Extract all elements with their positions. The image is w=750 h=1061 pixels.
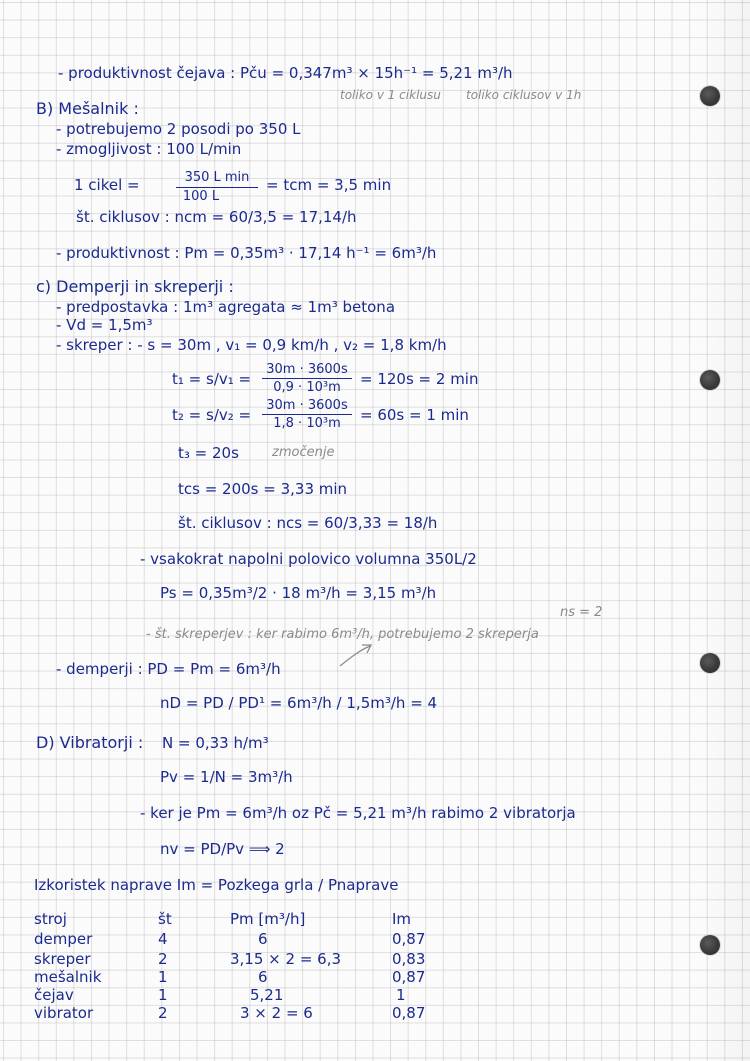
table-cell: 1 xyxy=(158,986,168,1004)
crusher-productivity: - produktivnost čejava : Pču = 0,347m³ × 15h⁻¹ = 5,21 m³/h xyxy=(58,64,513,82)
assumption-line: - predpostavka : 1m³ agregata ≈ 1m³ betona xyxy=(56,298,396,316)
cycle-lhs: 1 cikel = xyxy=(74,176,140,194)
binder-hole xyxy=(700,86,720,106)
cycle-rhs: = tcm = 3,5 min xyxy=(266,176,392,194)
t2-rhs: = 60s = 1 min xyxy=(360,406,469,424)
t3-line: t₃ = 20s xyxy=(178,444,239,462)
vibrator-requirement: - ker je Pm = 6m³/h oz Pč = 5,21 m³/h rabimo 2 vibratorja xyxy=(140,804,576,822)
table-cell: 4 xyxy=(158,930,168,948)
pencil-note-cycle: toliko v 1 ciklusu xyxy=(340,88,441,102)
table-cell: 0,83 xyxy=(392,950,426,968)
scraper-count-pencil: - št. skreperjev : ker rabimo 6m³/h, potrebujemo 2 skreperja xyxy=(146,627,539,642)
mixer-productivity: - produktivnost : Pm = 0,35m³ · 17,14 h⁻¹ = 6m³/h xyxy=(56,244,437,262)
cycle-denominator: 100 L xyxy=(182,189,220,204)
tc-line: tcs = 200s = 3,33 min xyxy=(178,480,348,498)
pencil-note-cycles: toliko ciklusov v 1h xyxy=(466,88,582,102)
t2-denominator: 1,8 · 10³m xyxy=(273,416,341,431)
table-cell: 0,87 xyxy=(392,1004,426,1022)
half-volume-line: - vsakokrat napolni polovico volumna 350L/2 xyxy=(140,550,477,568)
fraction-bar xyxy=(262,378,352,379)
table-header-efficiency: Im xyxy=(392,910,412,928)
table-cell: mešalnik xyxy=(34,968,102,986)
cycle-numerator: 350 L min xyxy=(184,170,250,185)
t2-lhs: t₂ = s/v₂ = xyxy=(172,406,252,424)
mixer-line-containers: - potrebujemo 2 posodi po 350 L xyxy=(56,120,301,138)
binder-hole xyxy=(700,370,720,390)
table-cell: skreper xyxy=(34,950,91,968)
table-cell: 6 xyxy=(258,930,268,948)
table-cell: 1 xyxy=(158,968,168,986)
mixer-cycles: št. ciklusov : ncm = 60/3,5 = 17,14/h xyxy=(76,208,357,226)
table-cell: čejav xyxy=(34,986,74,1004)
section-b-heading: B) Mešalnik : xyxy=(36,99,139,118)
fraction-bar xyxy=(176,187,258,188)
t3-pencil-note: zmočenje xyxy=(272,445,335,460)
table-cell: vibrator xyxy=(34,1004,94,1022)
t1-rhs: = 120s = 2 min xyxy=(360,370,479,388)
table-cell: 1 xyxy=(396,986,406,1004)
table-cell: 0,87 xyxy=(392,968,426,986)
scraper-cycles: št. ciklusov : ncs = 60/3,33 = 18/h xyxy=(178,514,438,532)
table-cell: 2 xyxy=(158,1004,168,1022)
fraction-bar xyxy=(262,414,352,415)
table-cell: 3,15 × 2 = 6,3 xyxy=(230,950,342,968)
t1-denominator: 0,9 · 10³m xyxy=(273,380,341,395)
table-header-productivity: Pm [m³/h] xyxy=(230,910,306,928)
table-cell: 0,87 xyxy=(392,930,426,948)
efficiency-heading: Izkoristek naprave Im = Pozkega grla / Pnaprave xyxy=(34,876,399,894)
table-cell: 6 xyxy=(258,968,268,986)
ns-pencil-note: ns = 2 xyxy=(560,605,603,620)
binder-hole xyxy=(700,653,720,673)
section-c-heading: c) Demperji in skreperji : xyxy=(36,277,234,296)
mixer-line-capacity: - zmogljivost : 100 L/min xyxy=(56,140,242,158)
dumper-count: nD = PD / PD¹ = 6m³/h / 1,5m³/h = 4 xyxy=(160,694,438,712)
table-cell: 5,21 xyxy=(250,986,284,1004)
table-cell: demper xyxy=(34,930,93,948)
page-margin xyxy=(698,0,750,1061)
pencil-arrow-icon xyxy=(336,640,376,670)
section-d-heading: D) Vibratorji : xyxy=(36,733,144,752)
t2-numerator: 30m · 3600s xyxy=(266,398,348,413)
vibrator-n: N = 0,33 h/m³ xyxy=(162,734,269,752)
scraper-params: - skreper : - s = 30m , v₁ = 0,9 km/h , v₂ = 1,8 km/h xyxy=(56,336,447,354)
volume-line: - Vd = 1,5m³ xyxy=(56,316,153,334)
dumper-line: - demperji : PD = Pm = 6m³/h xyxy=(56,660,281,678)
t1-lhs: t₁ = s/v₁ = xyxy=(172,370,252,388)
vibrator-productivity: Pv = 1/N = 3m³/h xyxy=(160,768,293,786)
table-cell: 2 xyxy=(158,950,168,968)
binder-hole xyxy=(700,935,720,955)
t1-numerator: 30m · 3600s xyxy=(266,362,348,377)
table-header-machine: stroj xyxy=(34,910,67,928)
scraper-productivity: Ps = 0,35m³/2 · 18 m³/h = 3,15 m³/h xyxy=(160,584,437,602)
table-header-count: št xyxy=(158,910,172,928)
vibrator-count: nv = PD/Pv ⟹ 2 xyxy=(160,840,285,858)
table-cell: 3 × 2 = 6 xyxy=(240,1004,313,1022)
